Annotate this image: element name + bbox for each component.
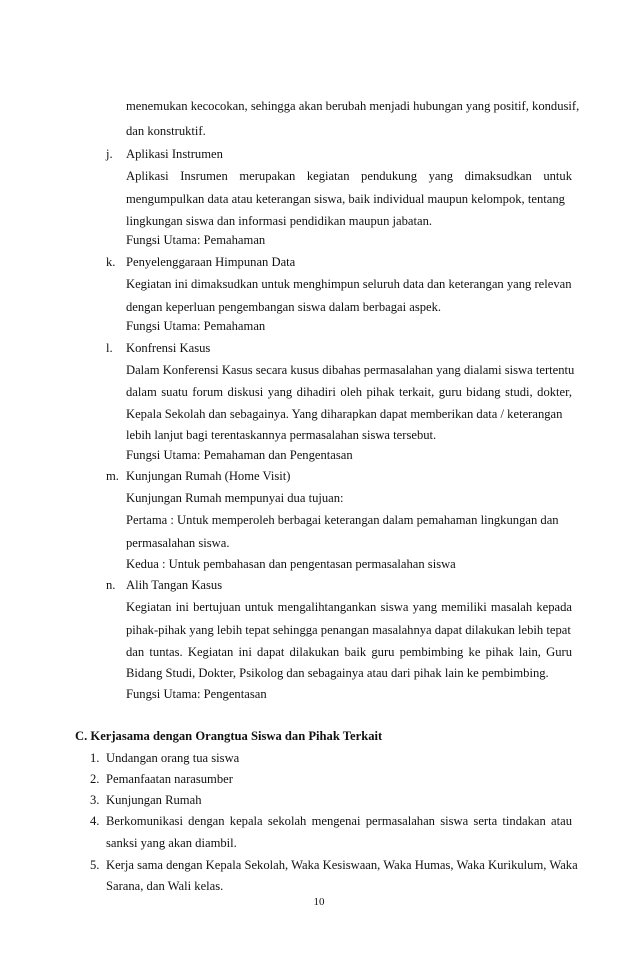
list-item-continuation: Sarana, dan Wali kelas. <box>106 879 224 893</box>
item-text-line: Bidang Studi, Dokter, Psikolog dan sebagainya atau dari pihak lain ke pembimbing. <box>126 666 549 680</box>
item-title: Konfrensi Kasus <box>126 341 211 355</box>
item-text-line: Kepala Sekolah dan sebagainya. Yang diharapkan dapat memberikan data / keterangan <box>126 407 563 421</box>
item-text-line: lingkungan siswa dan informasi pendidikan maupun jabatan. <box>126 214 433 228</box>
item-marker: m. <box>106 469 119 483</box>
item-text-line: Pertama : Untuk memperoleh berbagai keterangan dalam pemahaman lingkungan dan <box>126 513 559 527</box>
item-function-line: Fungsi Utama: Pengentasan <box>126 687 267 701</box>
list-item-continuation: sanksi yang akan diambil. <box>106 836 237 850</box>
item-text-line: dengan keperluan pengembangan siswa dalam berbagai aspek. <box>126 300 442 314</box>
item-marker: j. <box>106 147 113 161</box>
list-item-marker: 2. <box>90 772 100 786</box>
item-function-line: Fungsi Utama: Pemahaman dan Pengentasan <box>126 448 353 462</box>
item-text-line: Kegiatan ini dimaksudkan untuk menghimpun seluruh data dan keterangan yang relevan <box>126 277 572 291</box>
item-title: Penyelenggaraan Himpunan Data <box>126 255 296 269</box>
item-text-line: Kunjungan Rumah mempunyai dua tujuan: <box>126 491 344 505</box>
list-item: Undangan orang tua siswa <box>106 751 240 765</box>
item-text-line: dan tuntas. Kegiatan ini dapat dilakukan baik guru pembimbing ke pihak lain, Guru <box>126 645 572 659</box>
item-title: Kunjungan Rumah (Home Visit) <box>126 469 291 483</box>
page-number: 10 <box>313 896 325 908</box>
list-item: Kunjungan Rumah <box>106 793 202 807</box>
list-item-marker: 5. <box>90 858 100 872</box>
item-text-line: mengumpulkan data atau keterangan siswa, baik individual maupun kelompok, tentang <box>126 192 565 206</box>
item-marker: l. <box>106 341 113 355</box>
list-item: Kerja sama dengan Kepala Sekolah, Waka Kesiswaan, Waka Humas, Waka Kurikulum, Waka <box>106 858 578 872</box>
continuation-line: dan konstruktif. <box>126 124 206 138</box>
item-text-line: dalam suatu forum diskusi yang dihadiri oleh pihak terkait, guru bidang studi, dokter, <box>126 385 572 399</box>
item-marker: k. <box>106 255 116 269</box>
item-function-line: Fungsi Utama: Pemahaman <box>126 319 266 333</box>
list-item-marker: 1. <box>90 751 100 765</box>
list-item-marker: 4. <box>90 814 100 828</box>
item-text-line: Kegiatan ini bertujuan untuk mengalihtangankan siswa yang memiliki masalah kepada <box>126 600 572 614</box>
item-text-line: Aplikasi Insrumen merupakan kegiatan pendukung yang dimaksudkan untuk <box>126 169 572 183</box>
item-title: Aplikasi Instrumen <box>126 147 223 161</box>
item-text-line: pihak-pihak yang lebih tepat sehingga penangan masalahnya dapat dilakukan lebih tepat <box>126 623 571 637</box>
continuation-line: menemukan kecocokan, sehingga akan berubah menjadi hubungan yang positif, kondusif, <box>126 99 580 113</box>
item-text-line: lebih lanjut bagi terentaskannya permasalahan siswa tersebut. <box>126 428 437 442</box>
list-item: Pemanfaatan narasumber <box>106 772 233 786</box>
section-heading: C. Kerjasama dengan Orangtua Siswa dan Pihak Terkait <box>75 729 383 743</box>
list-item-marker: 3. <box>90 793 100 807</box>
item-text-line: permasalahan siswa. <box>126 536 230 550</box>
item-title: Alih Tangan Kasus <box>126 578 223 592</box>
item-text-line: Kedua : Untuk pembahasan dan pengentasan permasalahan siswa <box>126 557 456 571</box>
item-text-line: Dalam Konferensi Kasus secara kusus dibahas permasalahan yang dialami siswa tertentu <box>126 363 575 377</box>
item-marker: n. <box>106 578 116 592</box>
item-function-line: Fungsi Utama: Pemahaman <box>126 233 266 247</box>
list-item: Berkomunikasi dengan kepala sekolah mengenai permasalahan siswa serta tindakan atau <box>106 814 572 828</box>
